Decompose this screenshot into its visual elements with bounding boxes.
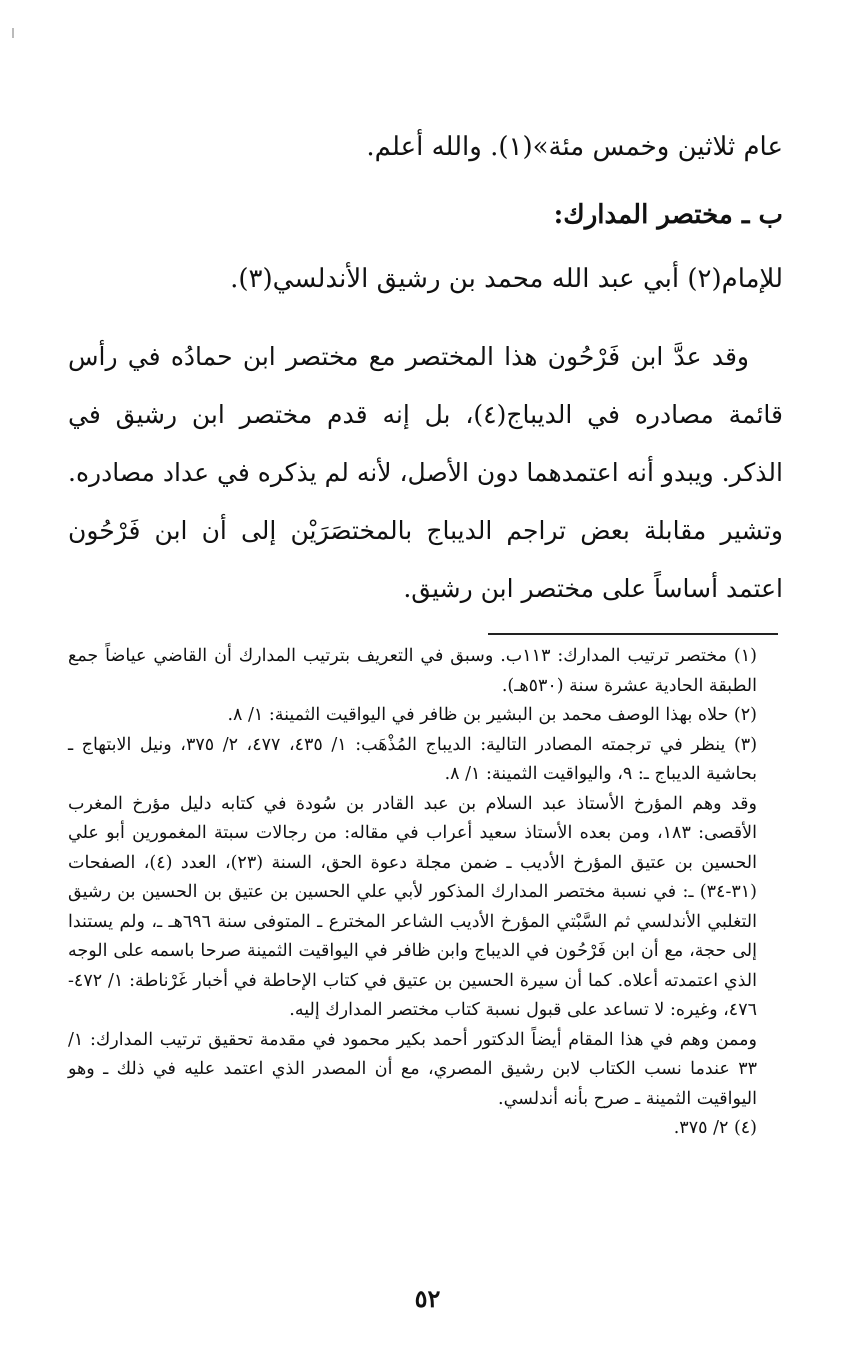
footnote-2: (٢) حلاه بهذا الوصف محمد بن البشير بن ظافر في اليواقيت الثمينة: ١/ ٨. bbox=[227, 705, 757, 725]
body-paragraph-text: وقد عدَّ ابن فَرْحُون هذا المختصر مع مختصر ابن حمادُه في رأس قائمة مصادره في الديباج(٤)، بل إنه قدم مختصر ابن رشيق في الذكر. ويبدو أنه اعتمدهما دون الأصل، لأنه لم يذكره في عداد مصادره. وتشير مقابلة بعض تراجم الديباج بالمختصَرَيْن إلى أن ابن فَرْحُون اعتمد أساساً على مختصر ابن رشيق. bbox=[68, 342, 783, 603]
footnote-3-continuation-a: وقد وهم المؤرخ الأستاذ عبد السلام بن عبد القادر بن سُودة في كتابه دليل مؤرخ المغرب الأقصى: ١٨٣، ومن بعده الأستاذ سعيد أعراب في مقاله: من رجالات سبتة المغمورين أبو علي الحسين بن عتيق المؤرخ الأديب ـ ضمن مجلة دعوة الحق، السنة (٢٣)، العدد (٤)، الصفحات (٣١-٣٤) ـ: في نسبة مختصر المدارك المذكور لأبي علي الحسين بن عتيق بن الحسين بن رشيق التغلبي الأندلسي ثم السَّبْتي المؤرخ الأديب الشاعر المخترع ـ المتوفى سنة ٦٩٦هـ ـ، ولم يستندا إلى حجة، مع أن ابن فَرْحُون في الديباج وابن ظافر في اليواقيت الثمينة صرحا باسمه على الوجه الذي اعتمدته أعلاه. كما أن سيرة الحسين بن عتيق في كتاب الإحاطة في أخبار غَرْناطة: ١/ ٤٧٢- ٤٧٦، وغيره: لا تساعد على قبول نسبة كتاب مختصر المدارك إليه. bbox=[68, 793, 757, 1020]
body-paragraph bbox=[68, 328, 783, 618]
footnote-4: (٤) ٢/ ٣٧٥. bbox=[673, 1118, 757, 1138]
footnotes bbox=[68, 642, 783, 1144]
footnote-3-continuation-b: وممن وهم في هذا المقام أيضاً الدكتور أحمد بكير محمود في مقدمة تحقيق ترتيب المدارك: ١/ ٣٣ عندما نسب الكتاب لابن رشيق المصري، مع أن المصدر الذي اعتمد عليه في ذلك ـ وهو اليواقيت الثمينة ـ صرح بأنه أندلسي. bbox=[68, 1029, 757, 1109]
scan-mark bbox=[12, 28, 14, 38]
footnote-3: (٣) ينظر في ترجمته المصادر التالية: الديباج المُذْهَب: ١/ ٤٣٥، ٤٧٧، ٢/ ٣٧٥، ونيل الابتهاج ـ بحاشية الديباج ـ: ٩، واليواقيت الثمينة: ١/ ٨. bbox=[68, 734, 758, 784]
author-line: للإمام(٢) أبي عبد الله محمد بن رشيق الأندلسي(٣). bbox=[230, 264, 783, 294]
footnote-separator bbox=[488, 633, 778, 635]
section-heading: ب ـ مختصر المدارك: bbox=[553, 200, 783, 230]
page-number: ٥٢ bbox=[414, 1284, 441, 1313]
first-line: عام ثلاثين وخمس مئة»(١). والله أعلم. bbox=[366, 132, 783, 162]
footnote-1: (١) مختصر ترتيب المدارك: ١١٣ب. وسبق في التعريف بترتيب المدارك أن القاضي عياضاً جمع الطبقة الحادية عشرة سنة (٥٣٠هـ). bbox=[68, 646, 757, 696]
